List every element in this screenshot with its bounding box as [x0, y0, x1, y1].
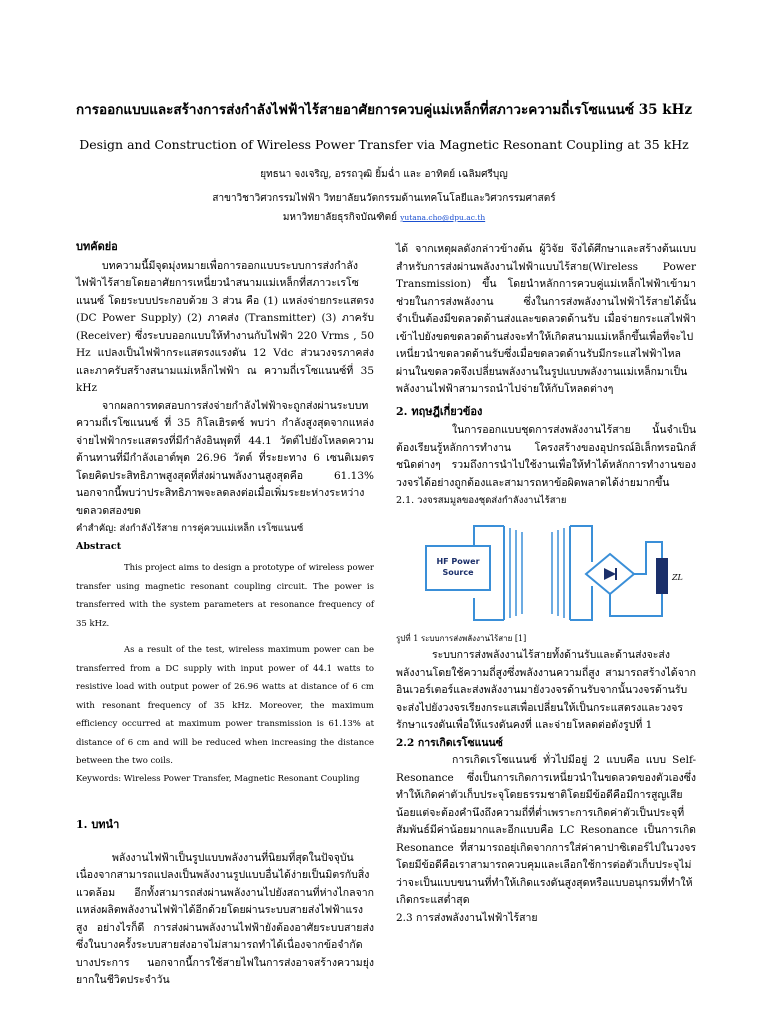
section-2-heading: 2. ทฤษฎีเกี่ยวข้อง [396, 404, 483, 418]
subsection-2-2-heading: 2.2 การเกิดเรโซแนนซ์ [396, 736, 503, 749]
right-column [396, 241, 696, 927]
section-1-heading: 1. บทนำ [76, 818, 120, 831]
section-2-2-paragraph: การเกิดเรโซแนนซ์ ทั่วไปมีอยู่ 2 แบบคือ แบบ Self-Resonance ซึ่งเป็นการเกิดการเหนี่ยวนำในขดลวดของตัวเองซึ่งทำให้เกิดค่าตัวเก็บประจุโดยธรรมชาติโดยมีข้อดีคือมีการสูญเสียน้อยแต่จะต้องคำนึงถึงความถี่ที่ต่ำเพราะการเกิดค่าตัวเป็นประจุที่สัมพันธ์มีค่าน้อยมากและอีกแบบคือ LC Resonance เป็นการเกิด Resonance ที่สามารถอยุ่เกิดจากการใส่ค่าคาปาซิเตอร์ไปในวงจรโดยมีข้อดีคือเราสามารถควบคุมและเลือกใช้การต่อตัวเก็บประจุไม่ว่าจะเป็นแบบขนานที่ทำให้เกิดแรงดันสูงสุดหรือแบบอนุกรมที่ทำให้เกิดกระแสต่ำสุด [396, 754, 696, 906]
subsection-2-3-heading: 2.3 การส่งพลังงานไฟฟ้าไร้สาย [396, 911, 538, 924]
abstract-th-paragraph-1: บทความนี้มีจุดมุ่งหมายเพื่อการออกแบบระบบการส่งกำลังไฟฟ้าไร้สายโดยอาศัยการเหนี่ยวนำสนามแม่เหล็กที่สภาวะเรโซแนนซ์ โดยระบบประกอบด้วย 3 ส่วน คือ (1) แหล่งจ่ายกระแสตรง (DC Power Supply) (2) ภาคส่ง (Transmitter) (3) ภาครับ (Receiver) ซึ่งระบบออกแบบให้ทำงานกับไฟฟ้า 220 Vrms , 50 Hz แปลงเป็นไฟฟ้ากระแสตรงแรงดัน 12 Vdc ส่วนวงจรภาคส่งและภาครับสร้างสนามแม่เหล็กไฟฟ้า ณ ความถี่เรโซแนนซ์ที่ 35 kHz [76, 259, 374, 394]
intro-continuation: ได้ จากเหตุผลดังกล่าวข้างต้น ผู้วิจัย จึงได้ศึกษาและสร้างต้นแบบสำหรับการส่งผ่านพลังงานไฟฟ้าแบบไร้สาย(Wireless Power Transmission) ขึ้น โดยนำหลักการควบคู่แม่เหล็กไฟฟ้าเข้ามาช่วยในการส่งพลังงาน ซึ่งในการส่งพลังงานไฟฟ้าไร้สายได้นั้นจำเป็นต้องมีขดลวดด้านส่งและขดลวดด้านรับ เมื่อจ่ายกระแสไฟฟ้าเข้าไปยังขดขดลวดด้านส่งจะทำให้เกิดสนามแม่เหล็กขึ้นเพื่อที่จะไปเหนี่ยวนำขดลวดด้านรับซึ่งเมื่อขดลวดด้านรับมีกระแสไฟฟ้าไหลผ่านในขดลวดจึงเปลี่ยนพลังงานในรูปแบบพลังงานแม่เหล็กมาเป็นพลังงานไฟฟ้าสามารถนำไปจ่ายให้กับโหลดต่างๆ [396, 243, 696, 395]
abstract-en-body [76, 559, 374, 771]
author-email[interactable]: yutana.cho@dpu.ac.th [400, 213, 486, 222]
title-english: Design and Construction of Wireless Power Transfer via Magnetic Resonant Coupling at 35 kHz [79, 137, 689, 152]
abstract-en-paragraph-2: As a result of the test, wireless maximum power can be transferred from a DC supply with input power of 44.1 watts to resistive load with output power of 26.96 watts at distance of 6 cm with resonant frequency of 35 kHz. Moreover, the maximum efficiency occurred at maximum power transmission is 61.13% at distance of 6 cm and will be reduced when increasing the distance between the two coils. [76, 645, 374, 766]
abstract-th-heading: บทคัดย่อ [76, 240, 118, 253]
section-2-1-paragraph: ระบบการส่งพลังงานไร้สายทั้งด้านรับและด้านส่งจะส่งพลังงานโดยใช้ความถี่สูงซึ่งพลังงานความถี่สูง สามารถสร้างได้จากอินเวอร์เตอร์และส่งพลังงานมายังวงจรด้านรับจากนั้นวงจรด้านรับจะส่งไปยังวงจรเรียงกระแสเพื่อเปลี่ยนให้เป็นกระแสตรงและวงจรรักษาแรงดันเพื่อให้แรงดันคงที่ และจ่ายโหลดต่อดังรูปที่ 1 [396, 649, 696, 731]
abstract-en-paragraph-1: This project aims to design a prototype of wireless power transfer using magnetic resonant coupling circuit. The power is transferred with the system parameters at resonance frequency of 35 kHz. [76, 563, 374, 629]
wire-to-rectifier-top [570, 526, 592, 562]
authors: ยุทธนา จงเจริญ, อรรถวุฒิ ยิ้มฉ่ำ และ อาทิตย์ เฉลิมศรีบุญ [260, 169, 508, 180]
wire-to-load-bottom [610, 594, 662, 616]
figure-1-diagram [404, 520, 686, 630]
wire-to-rectifier-bottom [570, 586, 592, 620]
section-2-paragraph: ในการออกแบบชุดการส่งพลังงานไร้สาย นั้นจำเป็นต้องเรียนรู้หลักการทำงาน โครงสร้างของอุปกรณ์อิเล็กทรอนิกส์ชนิดต่างๆ รวมถึงการนำไปใช้งานเพื่อให้ทำได้หลักการทำงานของวงจรได้อย่างถูกต้องและสามารถหาข้อผิดพลาดได้ง่ายมากขึ้น [396, 424, 696, 489]
abstract-th-paragraph-2: จากผลการทดสอบการส่งจ่ายกำลังไฟฟ้าจะถูกส่งผ่านระบบทความถี่เรโซแนนซ์ ที่ 35 กิโลเฮิรตซ์ พบว่า กำลังสูงสุดจากแหล่งจ่ายไฟฟ้ากระแสตรงที่มีกำลังอินพุตที่ 44.1 วัตต์ไปยังโหลดความต้านทานที่มีกำลังเอาต์พุต 26.96 วัตต์ ที่ระยะทาง 6 เซนติเมตร โดยคิดประสิทธิภาพสูงสุดที่ส่งผ่านพลังงานสูงสุดคือ 61.13% นอกจากนี้พบว่าประสิทธิภาพจะลดลงต่อเมื่อเพิ่มระยะห่างระหว่างขดลวดสองขด [76, 399, 374, 517]
load-label: ZL [672, 572, 683, 582]
section-1-paragraph: พลังงานไฟฟ้าเป็นรูปแบบพลังงานที่นิยมที่สุดในปัจจุบันเนื่องจากสามารถแปลงเป็นพลังงานรูปแบบอื่นได้ง่ายเป็นมิตรกับสิ่งแวดล้อม อีกทั้งสามารถส่งผ่านพลังงานไปยังสถานที่ห่างไกลจากแหล่งผลิตพลังงานไฟฟ้าได้อีกด้วยโดยผ่านระบบสายส่งไฟฟ้าแรงสูง อย่างไรก็ดี การส่งผ่านพลังงานไฟฟ้ายังต้องอาศัยระบบสายส่ง ซึ่งในบางครั้งระบบสายส่งอาจไม่สามารถทำได้เนื่องจากข้อจำกัดบางประการ นอกจากนี้การใช้สายไฟในการส่งอาจสร้างความยุ่งยากในชีวิตประจำวัน [76, 851, 374, 986]
wire-bottom-left [474, 598, 504, 620]
title-thai: การออกแบบและสร้างการส่งกำลังไฟฟ้าไร้สายอาศัยการควบคู่แม่เหล็กที่สภาวะความถี่เรโซแนนซ์ 35 kHz [75, 102, 693, 118]
hf-source-label-2: Source [442, 567, 474, 577]
wire-top-left [474, 526, 504, 546]
transmit-coil [504, 526, 522, 620]
hf-source-label-1: HF Power [436, 556, 480, 566]
keywords-en: Keywords: Wireless Power Transfer, Magnetic Resonant Coupling [76, 773, 360, 784]
receive-coil [552, 526, 570, 620]
load-resistor [656, 558, 668, 594]
figure-1-caption: รูปที่ 1 ระบบการส่งพลังงานไร้สาย [1] [396, 633, 527, 643]
left-column [76, 236, 374, 990]
subsection-2-1-heading: 2.1. วงจรสมมูลของชุดส่งกำลังงานไร้สาย [396, 495, 567, 506]
keywords-th: คำสำคัญ: ส่งกำลังไร้สาย การคู่ควบแม่เหล็ก เรโซแนนซ์ [76, 523, 304, 534]
abstract-en-heading: Abstract [76, 540, 122, 552]
affiliation-university [60, 211, 708, 224]
affiliation-university-name: มหาวิทยาลัยธุรกิจบัณฑิตย์ [282, 212, 397, 223]
affiliation-department: สาขาวิชาวิศวกรรมไฟฟ้า วิทยาลัยนวัตกรรมด้านเทคโนโลยีและวิศวกรรมศาสตร์ [212, 193, 556, 204]
wireless-power-circuit-svg [404, 520, 686, 630]
